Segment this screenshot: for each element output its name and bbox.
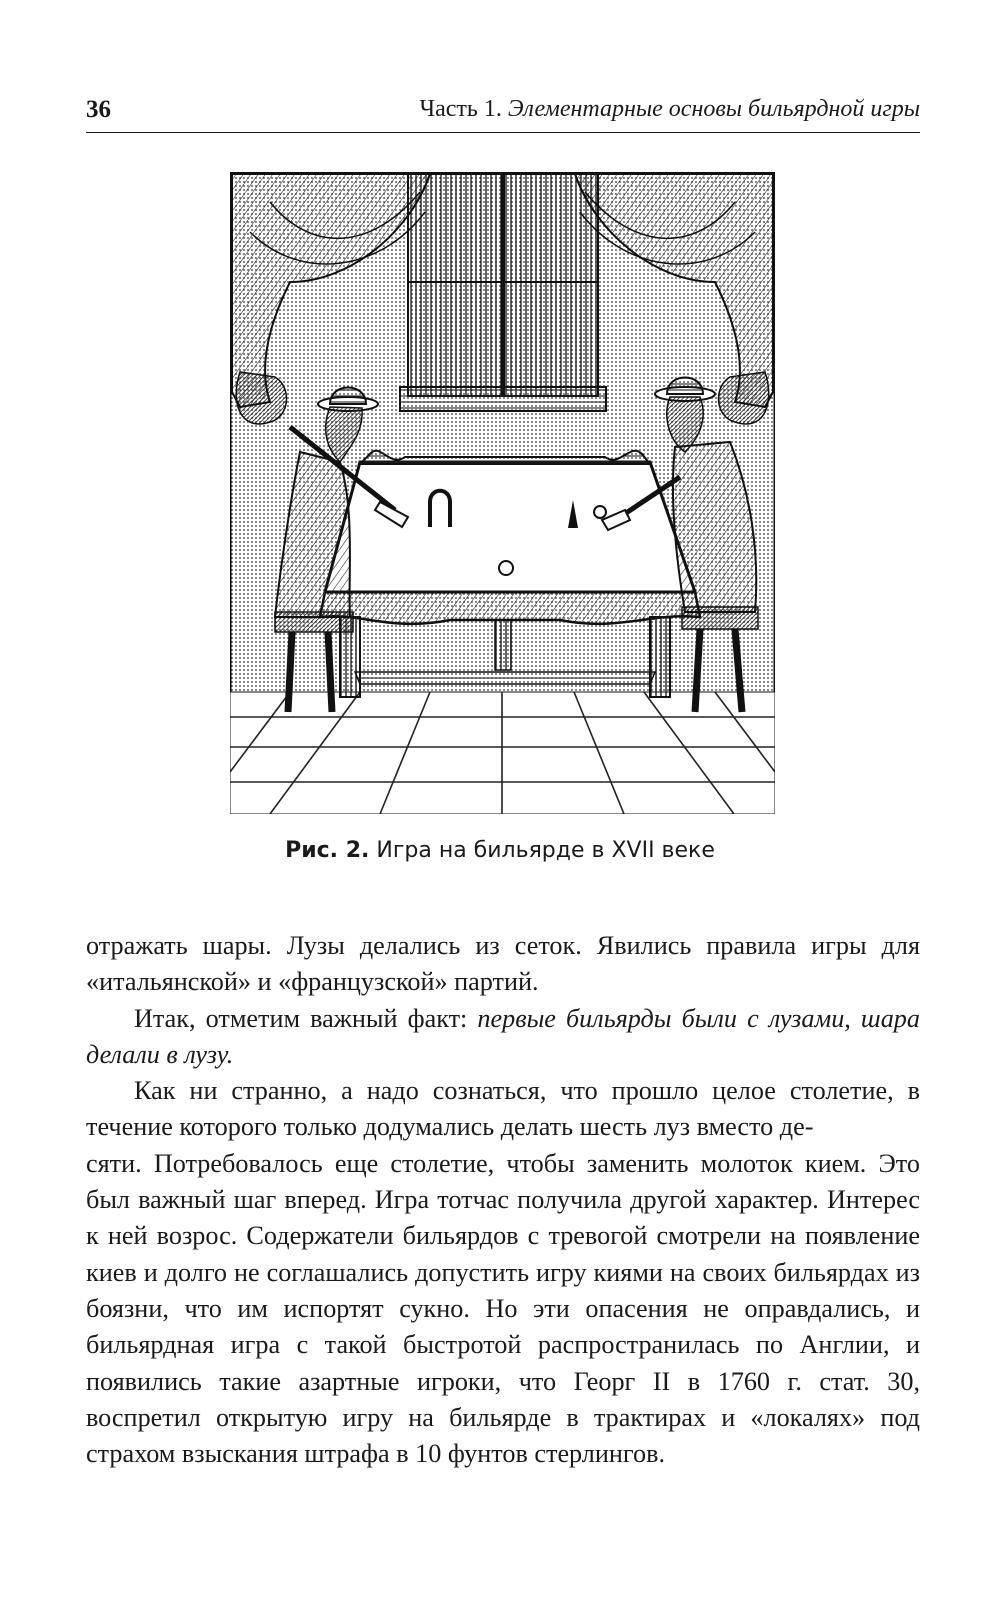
figure-illustration <box>230 172 775 814</box>
page-number: 36 <box>86 96 111 123</box>
paragraph-2-text: Итак, отметим важный факт: <box>134 1003 478 1033</box>
figure-label: Рис. 2. <box>285 838 370 863</box>
paragraph-2-emphasis: первые бильярды были с лузами, шара делали в лузу. <box>86 1003 920 1069</box>
chapter-title-text: Элементарные основы бильярдной игры <box>507 96 920 122</box>
chapter-prefix: Часть 1. <box>419 96 502 122</box>
paragraph-3 <box>86 1073 920 1472</box>
billiards-engraving <box>230 172 775 814</box>
figure-caption <box>0 838 1000 863</box>
chapter-title <box>419 96 920 123</box>
paragraph-3-line1: Как ни странно, а надо сознаться, что прошло целое столетие, в течение которого только додумались делать шесть луз вместо де- <box>86 1076 920 1142</box>
paragraph-2 <box>86 1001 920 1074</box>
paragraph-3-rest: сяти. Потребовалось еще столетие, чтобы заменить молоток кием. Это был важный шаг вперед. Игра тотчас получила другой характер. Интерес к ней возрос. Содержатели бильярдов с тревогой смотрели на появление киев и долго не соглашались допустить игру киями на своих бильярдах из боязни, что им испортят сукно. Но эти опасения не оправдались, и бильярдная игра с такой быстротой распространилась по Англии, и появились такие азартные игроки, что Георг II в 1760 г. стат. 30, воспретил открытую игру на бильярде в трактирах и «локалях» под страхом взыскания штрафа в 10 фунтов стерлингов. <box>86 1148 920 1469</box>
body-text <box>86 928 920 1472</box>
paragraph-1: отражать шары. Лузы делались из сеток. Явились правила игры для «итальянской» и «французской» партий. <box>86 931 920 997</box>
running-head <box>86 96 920 133</box>
figure-caption-text: Игра на бильярде в XVII веке <box>376 838 715 863</box>
